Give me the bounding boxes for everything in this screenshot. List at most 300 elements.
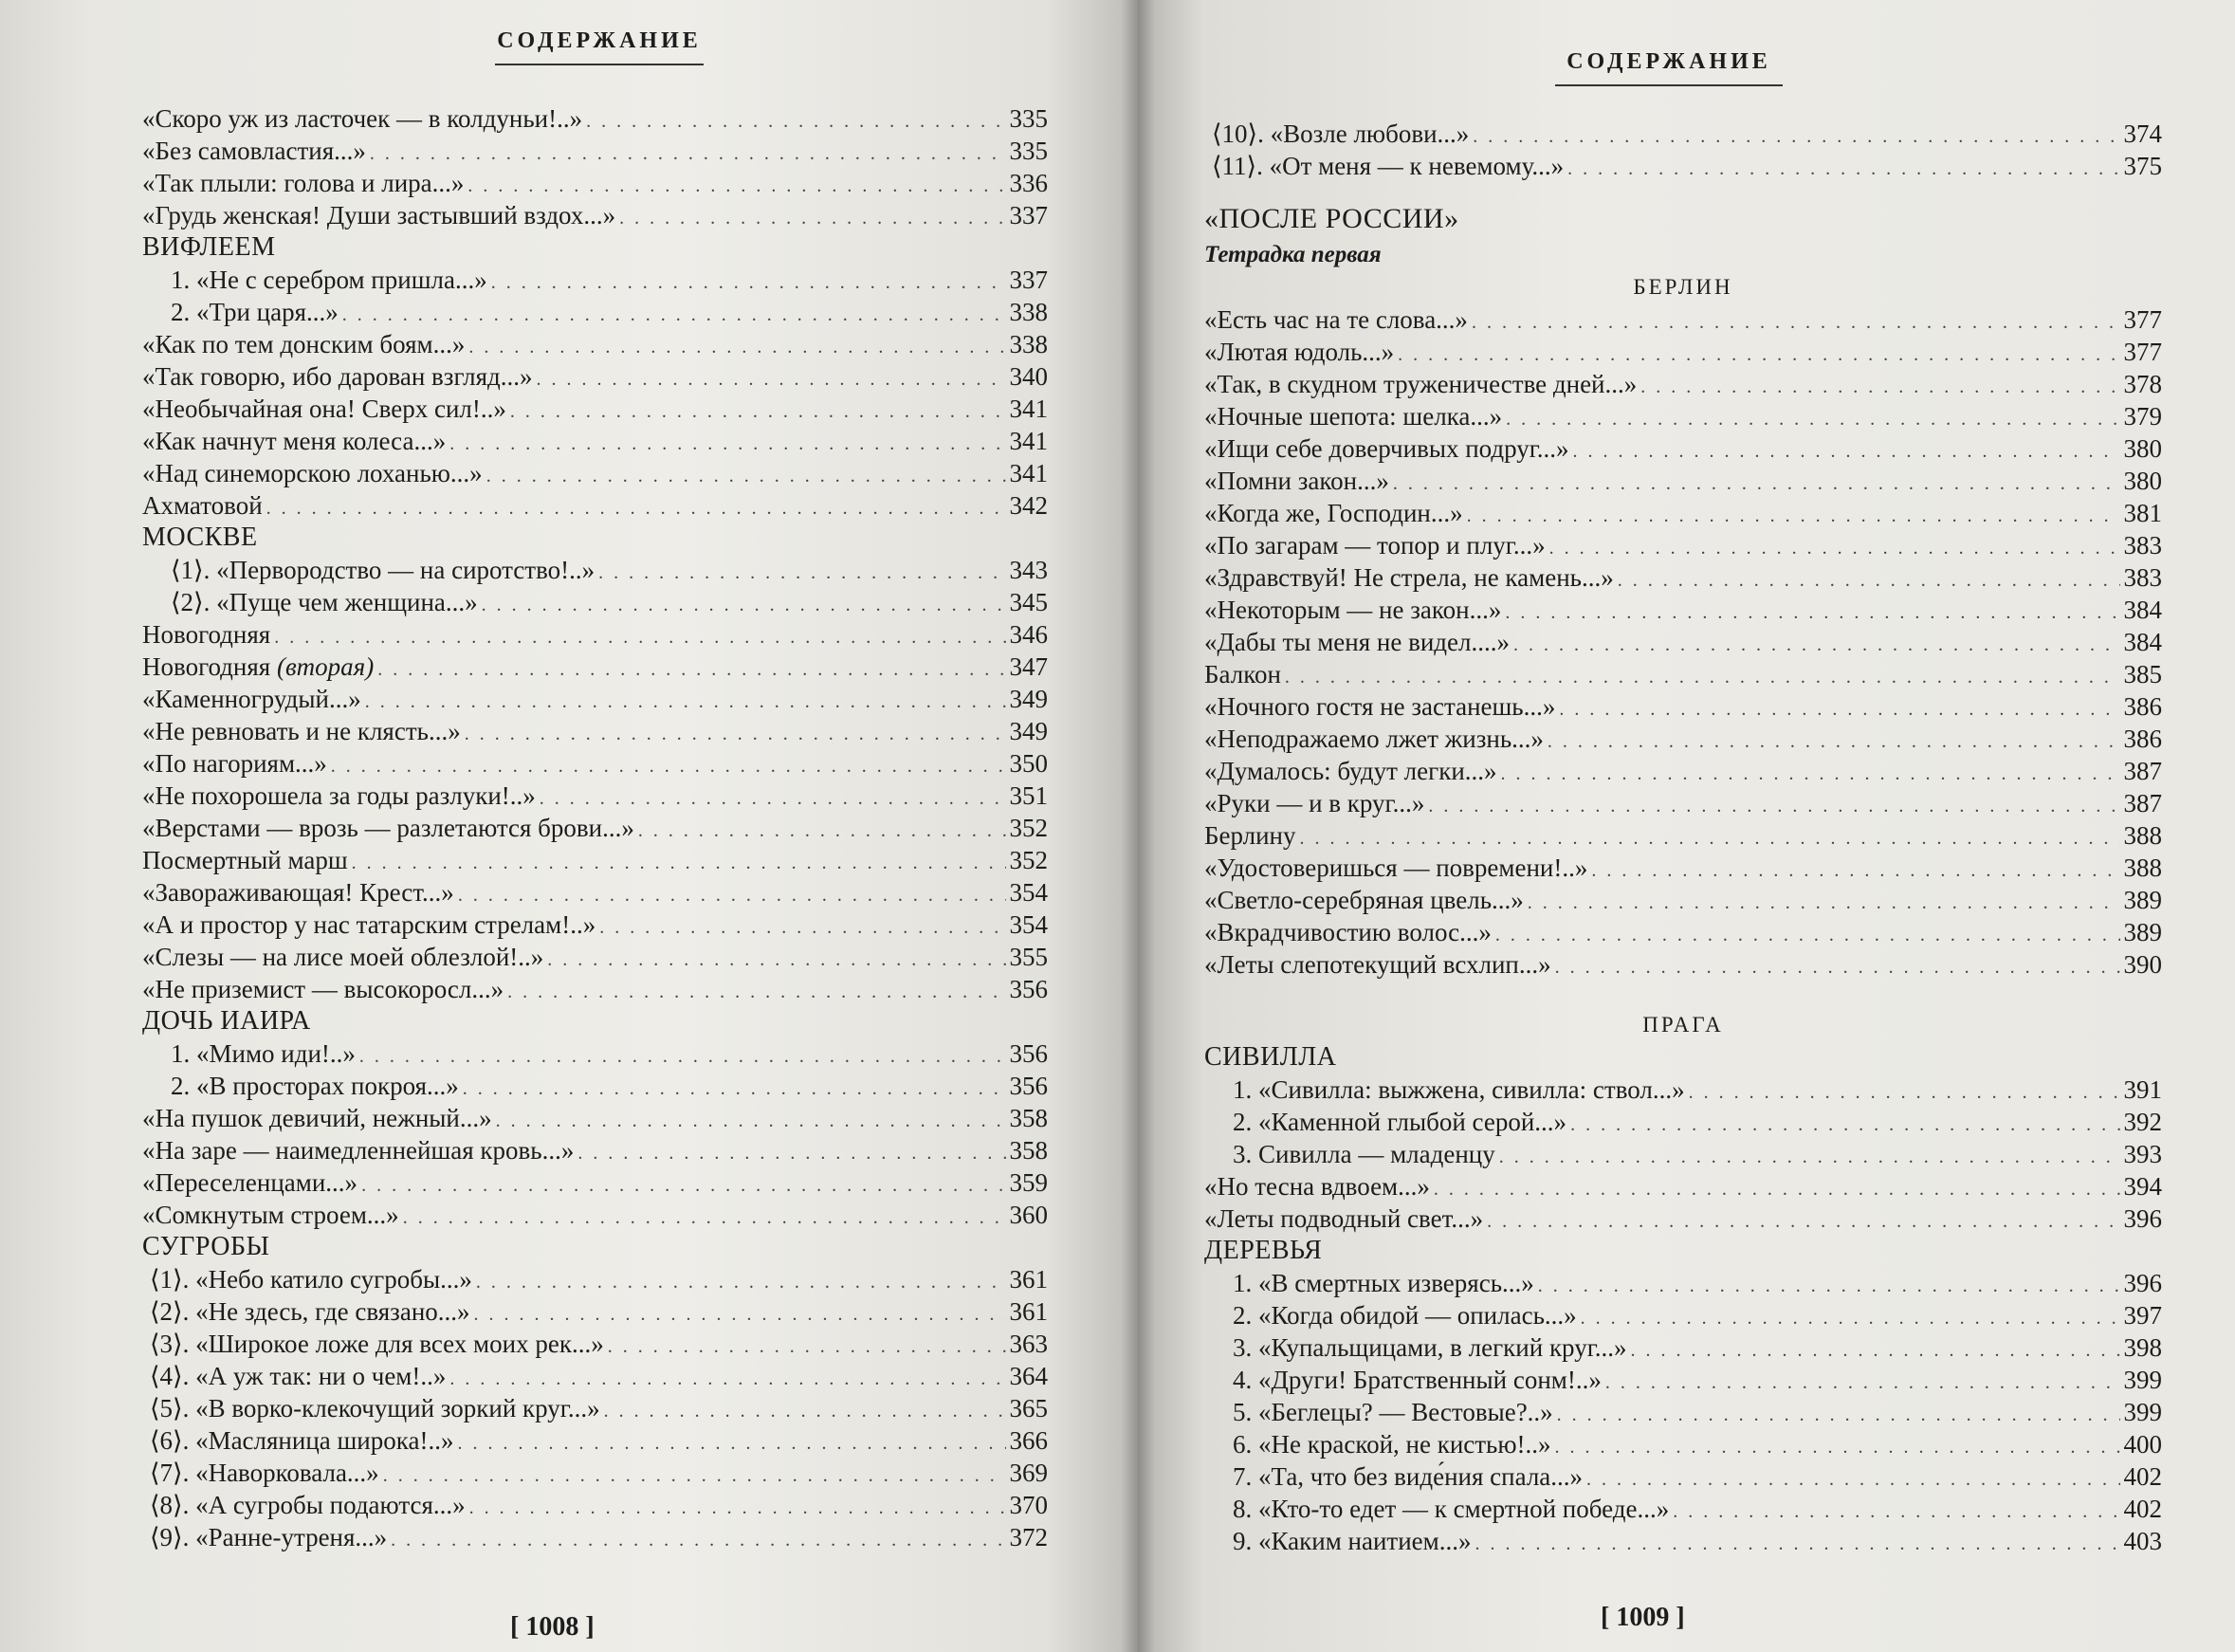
toc-entry-title — [142, 618, 270, 651]
toc-entry-title — [142, 167, 464, 199]
toc-entry — [142, 1102, 1048, 1134]
toc-entry-title — [1204, 368, 1637, 400]
toc-entry-title — [142, 264, 487, 296]
toc-part-heading: «ПОСЛЕ РОССИИ» — [1204, 203, 1459, 234]
dot-leader — [391, 1524, 1005, 1556]
toc-entry — [1204, 1460, 2162, 1493]
dot-leader — [383, 1459, 1006, 1492]
dot-leader — [1434, 1173, 2120, 1205]
toc-entry-title — [1204, 916, 1492, 948]
toc-entry-page: 383 — [2123, 531, 2162, 560]
toc-entry-title — [142, 296, 339, 328]
toc-entry-title-text: ⟨1⟩. «Первородство — на сиротство!..» — [171, 556, 595, 584]
toc-entry-title — [142, 360, 533, 393]
toc-entry — [1204, 529, 2162, 561]
dot-leader — [377, 653, 1005, 686]
dot-leader — [608, 1331, 1006, 1363]
toc-entry — [142, 683, 1048, 715]
toc-entry-title-text: «Над синеморскою лоханью...» — [142, 459, 483, 487]
toc-entry-title — [142, 909, 595, 941]
dot-leader — [449, 1363, 1005, 1395]
toc-entry-title — [1204, 884, 1524, 916]
dot-leader — [1513, 629, 2120, 661]
toc-entry-page: 335 — [1009, 137, 1048, 165]
toc-entry-title — [142, 876, 454, 909]
right-running-header — [1546, 49, 1792, 86]
dot-leader — [1586, 1463, 2119, 1496]
dot-leader — [491, 266, 1006, 299]
toc-entry-page: 384 — [2123, 596, 2162, 624]
toc-entry-title-text: Балкон — [1204, 660, 1281, 688]
toc-entry-page: 403 — [2123, 1527, 2162, 1555]
toc-entry — [142, 1360, 1048, 1392]
toc-entry-title-text: «На заре — наимедленнейшая кровь...» — [142, 1136, 575, 1165]
toc-entry-title-text: 1. «В смертных изверясь...» — [1233, 1269, 1534, 1297]
toc-entry — [1204, 1364, 2162, 1396]
dot-leader — [361, 1169, 1005, 1202]
toc-entry — [1204, 150, 2162, 182]
toc-entry-title-text: «Необычайная она! Сверх сил!..» — [142, 395, 506, 423]
toc-entry — [142, 425, 1048, 457]
toc-entry-title — [1204, 690, 1555, 723]
toc-entry-title-text: ⟨8⟩. «А сугробы подаются...» — [150, 1491, 466, 1519]
toc-entry-title-text: ⟨2⟩. «Не здесь, где связано...» — [150, 1297, 470, 1326]
dot-leader — [586, 105, 1005, 138]
dot-leader — [1555, 951, 2120, 983]
toc-entry — [1204, 303, 2162, 336]
toc-entry — [142, 328, 1048, 360]
toc-entry — [142, 876, 1048, 909]
toc-entry — [142, 715, 1048, 747]
toc-entry-title-text: «Есть час на те слова...» — [1204, 305, 1468, 334]
toc-entry-title — [142, 780, 536, 812]
toc-entry-page: 338 — [1009, 330, 1048, 358]
dot-leader — [604, 1395, 1006, 1427]
toc-entry-title — [1204, 400, 1502, 432]
toc-entry-page: 349 — [1009, 685, 1048, 713]
toc-entry-page: 361 — [1009, 1297, 1048, 1326]
toc-entry-page: 354 — [1009, 878, 1048, 907]
toc-entry-title — [142, 135, 366, 167]
toc-entry-page: 387 — [2123, 757, 2162, 785]
toc-entry-title-text: ⟨5⟩. «В ворко-клекочущий зоркий круг...» — [150, 1394, 600, 1423]
toc-entry — [142, 618, 1048, 651]
toc-entry — [142, 1166, 1048, 1199]
toc-entry-title — [1204, 852, 1587, 884]
toc-entry-page: 393 — [2123, 1140, 2162, 1168]
dot-leader — [482, 589, 1006, 621]
toc-entry-title-text: «Не похорошела за годы разлуки!..» — [142, 781, 536, 810]
toc-entry-title-italic: (вторая) — [276, 652, 375, 681]
dot-leader — [540, 782, 1006, 815]
toc-entry-title-text: «Каменногрудый...» — [142, 685, 361, 713]
dot-leader — [1567, 153, 2119, 185]
toc-entry — [1204, 852, 2162, 884]
toc-section-heading: ВИФЛЕЕМ — [142, 232, 276, 262]
toc-entry-title-text: «Здравствуй! Не стрела, не камень...» — [1204, 563, 1614, 592]
dot-leader — [507, 976, 1005, 1008]
toc-entry-title-text: Ахматовой — [142, 491, 263, 520]
toc-entry — [1204, 1267, 2162, 1299]
toc-entry-page: 380 — [2123, 434, 2162, 463]
toc-entry-page: 364 — [1009, 1362, 1048, 1390]
toc-entry-title — [142, 941, 543, 973]
toc-entry-page: 392 — [2123, 1108, 2162, 1136]
toc-entry-page: 335 — [1009, 104, 1048, 133]
toc-entry-page: 366 — [1009, 1426, 1048, 1455]
dot-leader — [468, 331, 1005, 363]
toc-entry — [142, 651, 1048, 683]
toc-entry-title-text: «Светло-серебряная цвель...» — [1204, 886, 1524, 914]
toc-spacer — [1204, 981, 2162, 1009]
toc-entry — [1204, 723, 2162, 755]
toc-entry-page: 360 — [1009, 1201, 1048, 1229]
dot-leader — [465, 718, 1006, 750]
toc-entry-title — [1204, 1364, 1602, 1396]
toc-entry-title-text: 1. «Не с серебром пришла...» — [171, 266, 487, 294]
toc-entry — [1204, 690, 2162, 723]
toc-entry-title — [142, 683, 361, 715]
toc-entry-page: 399 — [2123, 1366, 2162, 1394]
toc-entry-title — [142, 1037, 356, 1070]
toc-entry-title-text: «Завораживающая! Крест...» — [142, 878, 454, 907]
toc-entry-title-text: «Без самовластия...» — [142, 137, 366, 165]
toc-entry-page: 374 — [2123, 119, 2162, 148]
toc-section-heading: ДОЧЬ ИАИРА — [142, 1006, 311, 1036]
toc-entry-title — [1204, 658, 1281, 690]
toc-entry-title-text: 2. «Каменной глыбой серой...» — [1233, 1108, 1567, 1136]
toc-section-heading: ДЕРЕВЬЯ — [1204, 1236, 1323, 1265]
toc-entry-title — [142, 1489, 466, 1521]
toc-entry-page: 377 — [2123, 305, 2162, 334]
toc-entry-title-text: 9. «Каким наитием...» — [1233, 1527, 1472, 1555]
toc-entry-page: 341 — [1009, 427, 1048, 455]
dot-leader — [510, 395, 1006, 428]
dot-leader — [1557, 1399, 2120, 1431]
toc-entry-title-text: «Леты слепотекущий всхлип...» — [1204, 950, 1551, 979]
toc-entry-page: 338 — [1009, 298, 1048, 326]
toc-entry — [142, 1070, 1048, 1102]
toc-entry — [142, 135, 1048, 167]
dot-leader — [403, 1202, 1006, 1234]
dot-leader — [577, 1137, 1005, 1169]
toc-spacer — [1204, 182, 2162, 203]
dot-leader — [638, 815, 1006, 847]
toc-entry-title-text: «На пушок девичий, нежный...» — [142, 1104, 492, 1132]
toc-entry-title-text: «Так говорю, ибо дарован взгляд...» — [142, 362, 533, 391]
dot-leader — [1549, 532, 2120, 564]
dot-leader — [469, 1492, 1006, 1524]
dot-leader — [1673, 1496, 2119, 1528]
right-toc — [1204, 118, 2162, 1557]
dot-leader — [1559, 693, 2119, 725]
dot-leader — [1472, 306, 2120, 339]
toc-entry-title-text: Посмертный марш — [142, 846, 348, 874]
toc-entry — [1204, 1331, 2162, 1364]
toc-entry-title-text: «По нагориям...» — [142, 749, 327, 778]
toc-entry-page: 358 — [1009, 1104, 1048, 1132]
toc-entry-title-text: ⟨2⟩. «Пуще чем женщина...» — [171, 588, 478, 616]
toc-entry-page: 387 — [2123, 789, 2162, 817]
toc-entry-title-text: 2. «Три царя...» — [171, 298, 339, 326]
dot-leader — [365, 686, 1006, 718]
toc-entry-title — [1204, 561, 1614, 594]
toc-entry-title — [142, 1360, 446, 1392]
toc-entry-title — [1204, 1106, 1566, 1138]
toc-entry-page: 391 — [2123, 1075, 2162, 1104]
left-header-text: СОДЕРЖАНИЕ — [497, 28, 702, 53]
toc-entry-page: 351 — [1009, 781, 1048, 810]
toc-entry — [1204, 819, 2162, 852]
toc-entry-page: 378 — [2123, 370, 2162, 398]
dot-leader — [274, 621, 1005, 653]
toc-entry-title-text: «Не ревновать и не клясть...» — [142, 717, 461, 745]
toc-entry — [142, 1295, 1048, 1328]
toc-entry-title-text: «Так, в скудном труженичестве дней...» — [1204, 370, 1638, 398]
toc-entry-title-text: «Думалось: будут легки...» — [1204, 757, 1497, 785]
toc-entry-page: 340 — [1009, 362, 1048, 391]
toc-entry — [1204, 787, 2162, 819]
dot-leader — [1487, 1205, 2119, 1238]
toc-entry-title-text: «Как по тем донским боям...» — [142, 330, 466, 358]
toc-entry-page: 394 — [2123, 1172, 2162, 1201]
dot-leader — [1538, 1270, 2120, 1302]
toc-entry-title — [1204, 948, 1551, 981]
toc-entry-title — [1204, 1460, 1583, 1493]
toc-entry-page: 383 — [2123, 563, 2162, 592]
dot-leader — [1581, 1302, 2120, 1334]
toc-entry-page: 347 — [1009, 652, 1048, 681]
toc-entry-title-text: «Верстами — врозь — разлетаются брови...» — [142, 814, 634, 842]
toc-entry — [1204, 1074, 2162, 1106]
dot-leader — [370, 138, 1006, 170]
toc-entry — [1204, 626, 2162, 658]
dot-leader — [486, 460, 1006, 492]
toc-entry-title — [1204, 118, 1469, 150]
dot-leader — [1467, 500, 2120, 532]
dot-leader — [1618, 564, 2120, 597]
toc-entry-title — [142, 1070, 459, 1102]
toc-entry — [142, 296, 1048, 328]
toc-entry-title — [142, 1166, 357, 1199]
toc-entry-title-text: «Дабы ты меня не видел....» — [1204, 628, 1510, 656]
dot-leader — [1591, 854, 2119, 887]
toc-entry-title-text: «Так плыли: голова и лира...» — [142, 169, 465, 197]
toc-entry-title-text: «Как начнут меня колеса...» — [142, 427, 447, 455]
toc-entry-title — [142, 199, 615, 231]
toc-entry-title — [1204, 819, 1296, 852]
toc-entry-page: 359 — [1009, 1168, 1048, 1197]
toc-entry — [1204, 1202, 2162, 1235]
toc-entry — [1204, 1493, 2162, 1525]
toc-entry-title-text: 2. «Когда обидой — опилась...» — [1233, 1301, 1577, 1330]
dot-leader — [457, 1427, 1005, 1459]
toc-city-heading: БЕРЛИН — [1633, 275, 1733, 299]
toc-entry-title-text: «Не приземист — высокоросл...» — [142, 975, 504, 1003]
toc-entry-title — [142, 844, 348, 876]
toc-entry-title — [1204, 529, 1546, 561]
dot-leader — [598, 557, 1005, 589]
toc-entry-title — [1204, 432, 1569, 465]
toc-entry-title — [1204, 1170, 1430, 1202]
left-header-rule — [495, 64, 704, 65]
toc-entry — [1204, 336, 2162, 368]
dot-leader — [1495, 919, 2120, 951]
toc-entry-title — [142, 554, 595, 586]
toc-entry-title — [1204, 1299, 1577, 1331]
toc-entry-title — [1204, 1525, 1472, 1557]
dot-leader — [352, 847, 1006, 879]
toc-entry-page: 375 — [2123, 152, 2162, 180]
toc-entry-page: 399 — [2123, 1398, 2162, 1426]
dot-leader — [1285, 661, 2120, 693]
dot-leader — [1640, 371, 2119, 403]
toc-entry-page: 341 — [1009, 459, 1048, 487]
right-folio: [ 1009 ] — [1601, 1603, 1685, 1632]
toc-entry — [142, 1199, 1048, 1231]
toc-entry-title — [1204, 723, 1544, 755]
toc-entry — [1204, 755, 2162, 787]
toc-entry-page: 396 — [2123, 1269, 2162, 1297]
toc-entry-page: 397 — [2123, 1301, 2162, 1330]
toc-entry-title — [1204, 497, 1463, 529]
dot-leader — [1398, 339, 2119, 371]
toc-entry-title — [1204, 1138, 1495, 1170]
dot-leader — [359, 1040, 1006, 1073]
toc-entry-title — [1204, 1493, 1669, 1525]
dot-leader — [467, 170, 1005, 202]
toc-entry-title — [142, 1295, 470, 1328]
toc-entry-title-text: 3. Сивилла — младенцу — [1233, 1140, 1495, 1168]
toc-entry-page: 389 — [2123, 918, 2162, 946]
toc-entry-page: 385 — [2123, 660, 2162, 688]
toc-entry-title-text: ⟨3⟩. «Широкое ложе для всех моих рек...» — [150, 1330, 604, 1358]
toc-entry-page: 370 — [1009, 1491, 1048, 1519]
toc-entry — [142, 102, 1048, 135]
toc-entry-title — [142, 1199, 399, 1231]
toc-entry — [142, 1134, 1048, 1166]
toc-entry — [142, 1392, 1048, 1424]
toc-entry-title — [142, 457, 483, 489]
toc-entry — [1204, 400, 2162, 432]
toc-entry-title — [1204, 465, 1389, 497]
toc-entry — [142, 1489, 1048, 1521]
toc-entry — [142, 1457, 1048, 1489]
toc-entry — [1204, 1138, 2162, 1170]
toc-entry — [1204, 1396, 2162, 1428]
right-header-rule — [1555, 84, 1783, 86]
toc-entry-page: 372 — [1009, 1523, 1048, 1551]
toc-entry-page: 380 — [2123, 467, 2162, 495]
toc-entry — [142, 780, 1048, 812]
toc-entry-title-text: 4. «Други! Братственный сонм!..» — [1233, 1366, 1602, 1394]
toc-entry-title-text: «Лютая юдоль...» — [1204, 338, 1395, 366]
dot-leader — [331, 750, 1006, 782]
right-page — [1138, 0, 2235, 1652]
toc-entry — [142, 457, 1048, 489]
toc-entry — [1204, 1525, 2162, 1557]
toc-subheading: Тетрадка первая — [1204, 242, 1382, 267]
dot-leader — [537, 363, 1006, 395]
toc-entry-title — [142, 1134, 574, 1166]
toc-entry-page: 352 — [1009, 846, 1048, 874]
toc-entry-page: 377 — [2123, 338, 2162, 366]
toc-entry-title-text: Новогодняя — [142, 652, 277, 681]
toc-entry-title-text: «Помни закон...» — [1204, 467, 1389, 495]
toc-entry — [142, 1521, 1048, 1553]
toc-entry-page: 386 — [2123, 692, 2162, 721]
toc-entry — [1204, 1299, 2162, 1331]
dot-leader — [1528, 887, 2120, 919]
toc-entry-page: 381 — [2123, 499, 2162, 527]
toc-entry-title — [142, 973, 504, 1005]
toc-entry-title — [142, 715, 461, 747]
toc-entry-title — [142, 651, 374, 683]
toc-entry — [1204, 561, 2162, 594]
toc-entry-title-text: «Переселенцами...» — [142, 1168, 358, 1197]
toc-entry — [142, 973, 1048, 1005]
toc-entry-title — [142, 586, 478, 618]
toc-entry-title — [142, 1521, 387, 1553]
toc-entry — [142, 1263, 1048, 1295]
toc-entry-page: 356 — [1009, 1072, 1048, 1100]
toc-entry-title — [142, 489, 263, 522]
toc-city-heading: ПРАГА — [1642, 1013, 1724, 1037]
toc-entry-title-text: 5. «Беглецы? — Вестовые?..» — [1233, 1398, 1553, 1426]
toc-entry — [1204, 497, 2162, 529]
toc-entry-title-text: «А и простор у нас татарским стрелам!..» — [142, 910, 596, 939]
toc-entry-title — [1204, 1267, 1534, 1299]
toc-entry-title — [1204, 336, 1394, 368]
toc-entry-title-text: ⟨11⟩. «От меня — к невемому...» — [1212, 152, 1565, 180]
toc-entry — [142, 941, 1048, 973]
toc-entry-page: 356 — [1009, 975, 1048, 1003]
toc-entry-title-text: «Скоро уж из ласточек — в колдуньи!..» — [142, 104, 583, 133]
toc-entry-title — [142, 1457, 379, 1489]
toc-entry — [142, 909, 1048, 941]
toc-entry-title-text: «Удостоверишься — повремени!..» — [1204, 854, 1588, 882]
left-folio: [ 1008 ] — [510, 1612, 595, 1642]
toc-entry-title-text: «Грудь женская! Души застывший вздох...» — [142, 201, 616, 229]
toc-entry — [1204, 432, 2162, 465]
book-gutter-shadow — [1121, 0, 1155, 1652]
toc-entry — [142, 264, 1048, 296]
toc-entry-title — [1204, 594, 1501, 626]
dot-leader — [1393, 468, 2120, 500]
toc-entry-page: 400 — [2123, 1430, 2162, 1459]
toc-entry-page: 337 — [1009, 201, 1048, 229]
toc-entry-page: 398 — [2123, 1333, 2162, 1362]
dot-leader — [1630, 1334, 2119, 1367]
toc-entry — [1204, 916, 2162, 948]
toc-entry-title-text: 1. «Мимо иди!..» — [171, 1039, 356, 1068]
toc-entry — [142, 1037, 1048, 1070]
toc-entry — [142, 1424, 1048, 1457]
dot-leader — [1473, 120, 2119, 153]
toc-entry-page: 402 — [2123, 1495, 2162, 1523]
toc-entry — [142, 360, 1048, 393]
toc-entry-title-text: 1. «Сивилла: выжжена, сивилла: ствол...» — [1233, 1075, 1685, 1104]
toc-entry — [142, 812, 1048, 844]
dot-leader — [1548, 725, 2120, 758]
toc-entry-title-text: Новогодняя — [142, 620, 271, 649]
left-toc — [142, 102, 1048, 1553]
toc-entry — [142, 844, 1048, 876]
dot-leader — [547, 944, 1005, 976]
toc-entry-title-text: «Некоторым — не закон...» — [1204, 596, 1502, 624]
toc-entry-title-text: «Ночного гостя не застанешь...» — [1204, 692, 1556, 721]
toc-entry-title-text: «Когда же, Господин...» — [1204, 499, 1463, 527]
